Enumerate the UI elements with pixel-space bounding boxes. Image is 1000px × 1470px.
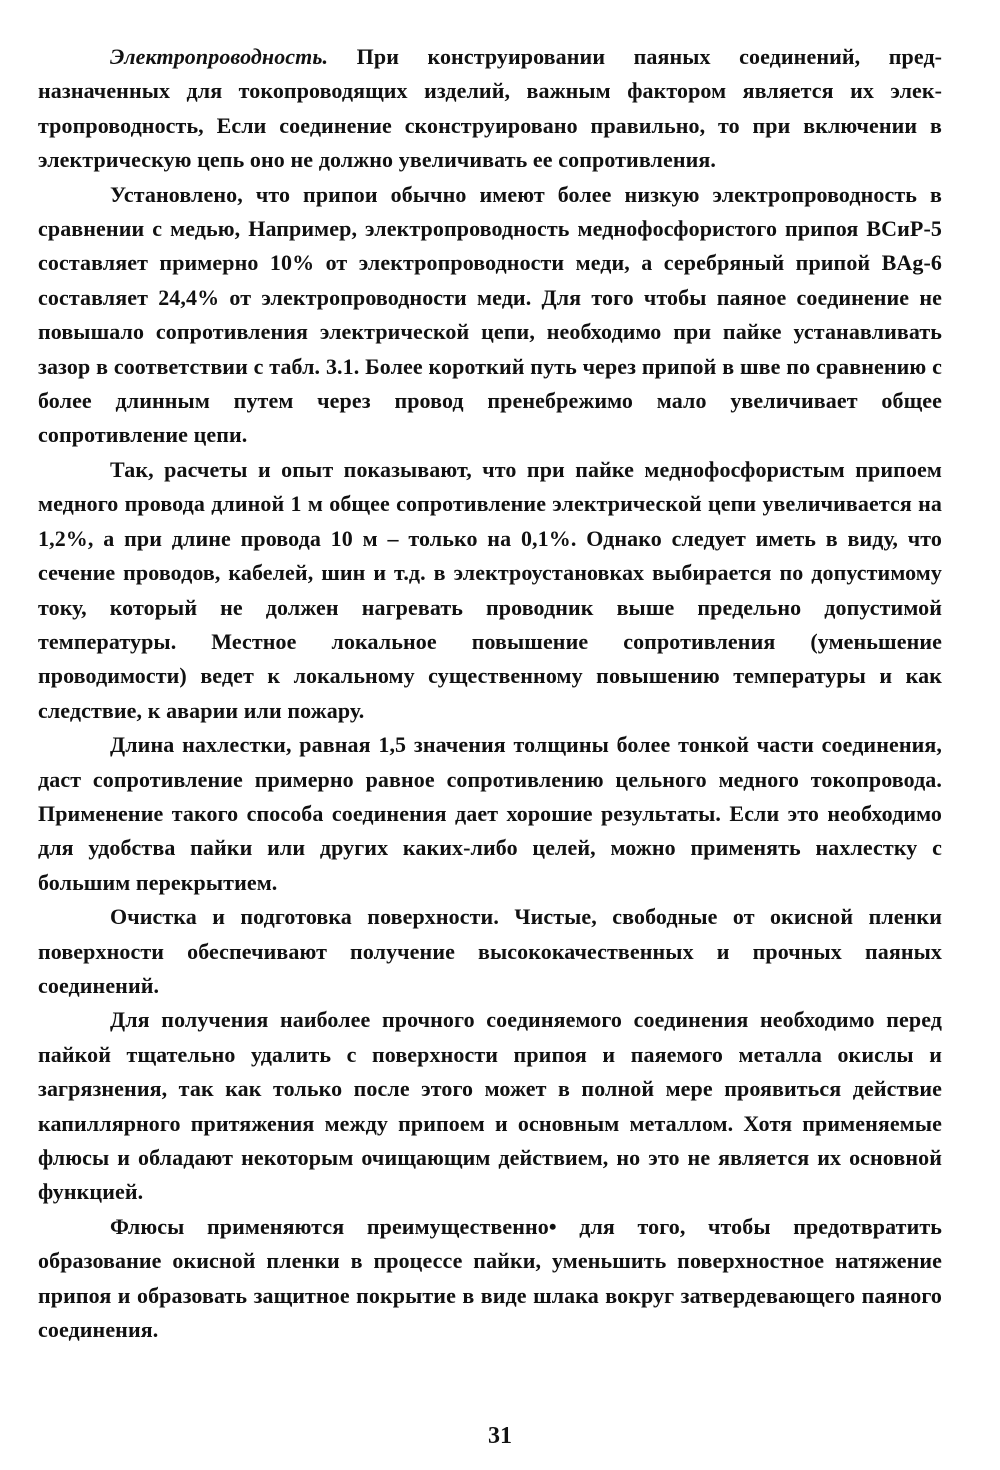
paragraph-text: Флюсы применяются преимущественно• для того, чтобы предотвратить образование окисной пленки в процессе пайки, уменьшить поверхностное натяжение припоя и образовать защитное покрытие в виде шлака вокруг затвердевающего паяного соединения. <box>38 1213 942 1343</box>
paragraph-text: Так, расчеты и опыт показывают, что при пайке меднофосфористым припоем медного провода длиной 1 м общее сопротивление электрической цепи увеличивается на 1,2%, а при длине провода 10 м – только на 0,1%. Однако следует иметь в виду, что сечение проводов, кабелей, шин и т.д. в электроустановках выбирается по допустимому току, который не должен нагревать проводник выше предельно допустимой температуры. Местное локальное повышение сопротивления (уменьшение проводимости) ведет к локальному существенному повышению температуры и как следствие, к аварии или пожару. <box>38 456 942 723</box>
paragraph-overlap-length <box>38 728 942 900</box>
page-number: 31 <box>488 1423 512 1449</box>
paragraph-preparation <box>38 1003 942 1209</box>
paragraph-text: Для получения наиболее прочного соединяемого соединения необходимо перед пайкой тщательно удалить с поверхности припоя и паяемого металла окислы и загрязнения, так как только после этого может в полной мере проявиться действие капиллярного притяжения между припоем и основным металлом. Хотя применяемые флюсы и обладают некоторым очищающим действием, но это не является их основной функцией. <box>38 1007 942 1205</box>
paragraph-fluxes <box>38 1210 942 1348</box>
paragraph-text: При конструировании паяных соединений, предназначенных для токопроводящих изделий, важным фактором является их электропроводность, Если соединение сконструировано правильно, то при включении в электрическую цепь оно не должно увеличивать ее сопротивления. <box>38 44 942 173</box>
paragraph-text: Установлено, что припои обычно имеют более низкую электропроводность в сравнении с медью, Например, электропроводность меднофосфористого припоя ВСиР-5 составляет примерно 10% от электропроводности меди, а серебряный припой BAg-6 составляет 24,4% от электропроводности меди. Для того чтобы паяное соединение не повышало сопротивления электрической цепи, необходимо при пайке устанавливать зазор в соответствии с табл. 3.1. Более короткий путь через припой в шве по сравнению с более длинным путем через провод пренебрежимо мало увеличивает общее сопротивление цепи. <box>38 181 942 448</box>
paragraph-calculations <box>38 453 942 728</box>
paragraph-surface-cleaning <box>38 900 942 1003</box>
paragraph-lead-heading: Электропроводность. <box>110 44 329 69</box>
paragraph-lead-heading: Очистка и подготовка поверхности. <box>110 904 499 930</box>
paragraph-text: Чистые, свободные от окисной пленки поверхности обеспечивают получение высококачественных и прочных паяных соединений. <box>38 904 942 998</box>
paragraph-text: Длина нахлестки, равная 1,5 значения толщины более тонкой части соединения, даст сопротивление примерно равное сопротивлению цельного медного токопровода. Применение такого способа соединения дает хорошие результаты. Если это необходимо для удобства пайки или других каких-либо целей, можно применять нахлестку с большим перекрытием. <box>38 732 942 895</box>
paragraph-solder-conductivity <box>38 178 942 453</box>
paragraph-electroconductivity <box>38 40 942 178</box>
